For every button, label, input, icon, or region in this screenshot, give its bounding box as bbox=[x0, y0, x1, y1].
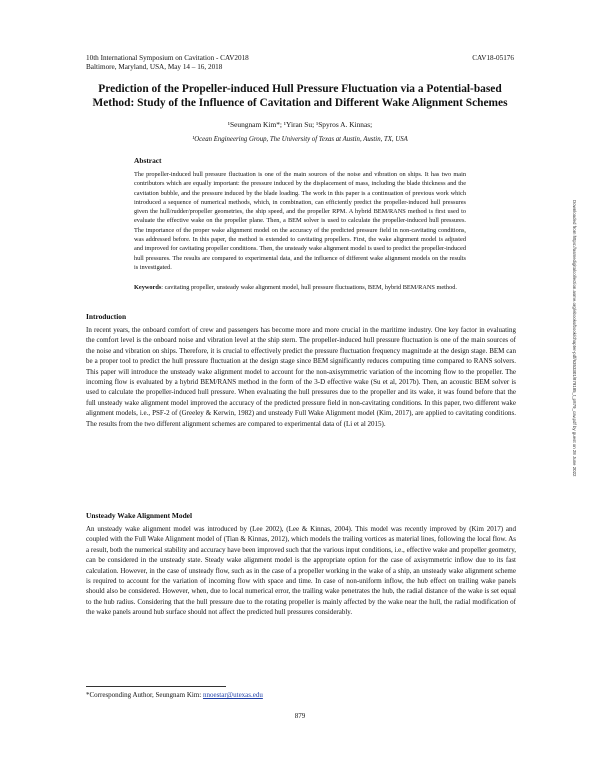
download-watermark bbox=[571, 200, 579, 580]
abstract-heading: Abstract bbox=[134, 156, 162, 165]
corresponding-author-footnote bbox=[86, 691, 263, 699]
footnote-rule bbox=[86, 686, 226, 687]
paper-title: Prediction of the Propeller-induced Hull Pressure Fluctuation via a Potential-based Method: Study of the Influence of Cavitation and Different Wake Alignment Schemes bbox=[92, 83, 508, 109]
author-email-link[interactable]: nnoestar@utexas.edu bbox=[202, 691, 263, 699]
unsteady-wake-alignment-heading: Unsteady Wake Alignment Model bbox=[86, 511, 193, 520]
footnote-prefix: *Corresponding Author, Seungnam Kim: bbox=[86, 691, 203, 699]
author-list: ¹Seungnam Kim*; ¹Yiran Su; ¹Spyros A. Kinnas; bbox=[227, 120, 373, 129]
author-affiliation: ¹Ocean Engineering Group, The University of Texas at Austin, Austin, TX, USA bbox=[192, 136, 408, 143]
keywords-label: Keywords bbox=[134, 284, 162, 291]
paper-id: CAV18-05176 bbox=[472, 54, 514, 62]
conference-location: Baltimore, Maryland, USA, May 14 – 16, 2018 bbox=[86, 63, 223, 71]
unsteady-wake-alignment-text: An unsteady wake alignment model was introduced by (Lee 2002), (Lee & Kinnas, 2004). This model was recently improved by (Kim 2017) and coupled with the Full Wake Alignment model of (Tian & Kinnas, 2012), which models the trailing vortices as material lines, following the local flow. As a result, both the numerical stability and accuracy have been improved such that the various input conditions, i.e., effective wake and propeller geometry, can be considered in the unsteady state. Steady wake alignment model is the appropriate option for the case of axisymmetric inflow due to its fast calculation. However, in the case of unsteady flow, such as in the case of a propeller working in the wake of a ship, an unsteady wake alignment scheme is required to account for the variation of incoming flow with space and time. In case of non-uniform inflow, the hub effect on trailing wake panels should also be considered. However, when, due to local numerical error, the trailing wake penetrates the hub, the radial distance of the wake is set equal to the hub radius. Considering that the hull pressure due to the rotating propeller is mainly affected by the wake near the hull, the radial modification of the wake panels around hub surface should not affect the predicted hull pressures considerably. bbox=[86, 525, 516, 617]
download-watermark-text: Downloaded from https://asmedigitalcollection.asme.org/ebooks/book/chapter-pdf/6353301/879185_t_p879_cav.pdf by guest on 28 June 2022 bbox=[572, 200, 577, 477]
introduction-text: In recent years, the onboard comfort of crew and passengers has become more and more crucial in the maritime industry. One key factor in evaluating the comfort level is the onboard noise and vibration level at the ship stern. The propeller-induced hull pressure fluctuation is one of the main sources of the noise and vibration on ships. Therefore, it is crucial to effectively predict the pressure fluctuation frequency magnitude at the design stage. BEM can be a proper tool to predict the hull pressure fluctuation at the design stage since BEM significantly reduces computing time compared to RANS solvers. This paper will introduce the unsteady wake alignment model to account for the non-axisymmetric variation of the incoming flow to the propeller. The incoming flow is evaluated by a hybrid BEM/RANS method in the form of the 3-D effective wake (Su et al, 2017b). Then, an acoustic BEM solver is used to calculate the propeller-induced hull pressure. When evaluating the hull pressures due to the propeller and its wake, it was found before that the full unsteady wake alignment model improved the accuracy of the predicted pressure field in non-cavitating conditions. In this paper, two different wake alignment models, i.e., PSF-2 of (Greeley & Kerwin, 1982) and unsteady Full Wake Alignment model (Kim, 2017), are applied to cavitating conditions. The results from the two different alignment schemes are compared to experimental data of (Li et al 2015). bbox=[86, 326, 516, 428]
abstract-text: The propeller-induced hull pressure fluctuation is one of the main sources of the noise and vibration on ships. It has two main contributors which are equally important: the pressure induced by the displacement of mass, including the blade thickness and the cavitation bubble, and the pressure induced by the blade loading. The work in this paper is a continuation of previous work which introduced a sequence of numerical methods, which, in combination, can efficiently predict the propeller-induced hull pressures given the hull/rudder/propeller geometries, the ship speed, and the propeller RPM. A hybrid BEM/RANS method is first used to evaluate the effective wake on the propeller plane. Then, a BEM solver is used to calculate the propeller-induced hull pressures. The importance of the proper wake alignment model on the accuracy of the predicted pressure field in non-cavitating conditions, was addressed before. In this paper, the method is extended to cavitating propellers. First, the wake alignment model is adjusted and improved for cavitating propeller conditions. Then, the unsteady wake alignment model is used to predict the propeller-induced hull pressures. The results are compared to experimental data, and the influence of different wake alignment models on the results is investigated. bbox=[134, 171, 466, 271]
keywords bbox=[134, 283, 466, 292]
introduction-heading: Introduction bbox=[86, 312, 127, 321]
running-header bbox=[86, 54, 514, 72]
page-number: 879 bbox=[294, 712, 306, 720]
conference-name: 10th International Symposium on Cavitation - CAV2018 bbox=[86, 54, 249, 62]
keywords-text: : cavitating propeller, unsteady wake alignment model, hull pressure fluctuations, BEM, hybrid BEM/RANS method. bbox=[161, 284, 457, 291]
